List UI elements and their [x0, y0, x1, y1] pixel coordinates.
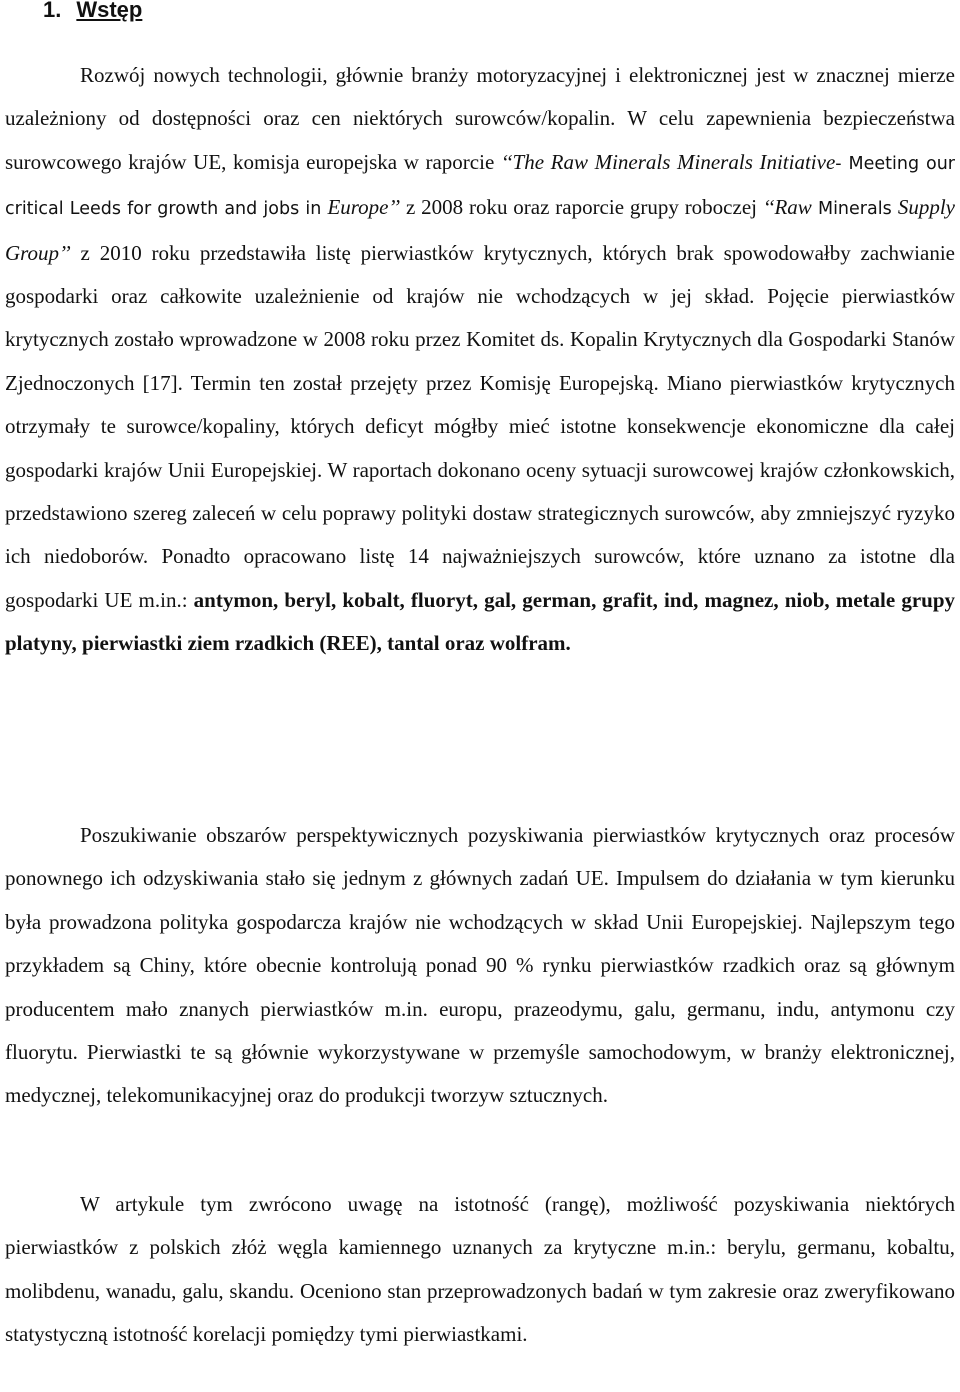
report-title-2-a: Raw — [774, 195, 812, 220]
quote-close-2: ’’ — [59, 240, 71, 265]
p1-text-5: z 2010 roku przedstawiła listę pierwiastków krytycznych, których brak spowodowałby zachwianie gospodarki oraz całkowite uzależnienie od krajów nie wchodzących w jej skład. Pojęcie pierwiastków krytycznych zostało wprowadzone w 2008 roku przez Komitet ds. Kopalin Krytycznych dla Gospodarki Stanów Zjednoczonych [17]. Termin ten został przejęty przez Komisję Europejską. Miano pierwiastków krytycznych otrzymały te surowce/kopaliny, których deficyt mógłby mieć istotne konsekwencje ekonomiczne dla całej gospodarki krajów Unii Europejskiej. W raportach dokonano oceny sytuacji surowcowej krajów członkowskich, przedstawiono szereg zaleceń w celu poprawy polityki dostaw strategicznych surowców, aby zmniejszyć ryzyko ich niedoborów. Ponadto opracowano listę 14 najważniejszych surowców, które uznano za istotne dla gospodarki UE m.in.: — [5, 240, 955, 612]
report-title-2-b: Supply Group — [5, 195, 955, 265]
quote-close-1: ’’ — [388, 195, 401, 220]
paragraph-2: Poszukiwanie obszarów perspektywicznych pozyskiwania pierwiastków krytycznych oraz procesów ponownego ich odzyskiwania stało się jednym z głównych zadań UE. Impulsem do działania w tym kierunku była prowadzona polityka gospodarcza krajów nie wchodzących w skład Unii Europejskiej. Najlepszym tego przykładem są Chiny, które obecnie kontrolują ponad 90 % rynku pierwiastków rzadkich oraz są głównym producentem mało znanych pierwiastków m.in. europu, prazeodymu, galu, germanu, indu, antymonu czy fluorytu. Pierwiastki te są głównie wykorzystywane w przemyśle samochodowym, w branży elektronicznej, medycznej, telekomunikacyjnej oraz do produkcji tworzyw sztucznych. — [5, 823, 955, 1108]
section-number: 1. — [43, 0, 62, 22]
paragraph-1 — [5, 54, 955, 666]
p1-text-1: Rozwój nowych technologii, głównie branży motoryzacyjnej i elektronicznej jest w znacznej mierze uzależniony od dostępności oraz cen niektórych surowców/kopalin. W celu zapewnienia bezpieczeństwa surowcowego krajów UE, komisja europejska w raporcie — [5, 63, 955, 174]
p1-text-2: - Meeting our critical Leeds for growth and jobs in — [5, 153, 955, 220]
section-heading — [43, 0, 142, 26]
p1-text-4: Minerals — [811, 199, 898, 220]
section-title: Wstęp — [76, 0, 143, 22]
report-title-1: The Raw Minerals Minerals Initiative — [512, 149, 836, 174]
critical-elements-list: antymon, beryl, kobalt, fluoryt, gal, german, grafit, ind, magnez, niob, metale grupy platyny, pierwiastki ziem rzadkich (REE), tantal oraz wolfram. — [5, 587, 955, 656]
report-title-1-end: Europe — [327, 195, 389, 220]
p1-text-3: z 2008 roku oraz raporcie grupy roboczej — [400, 195, 763, 220]
quote-open-2: ‘‘ — [762, 195, 775, 220]
paragraph-3: W artykule tym zwrócono uwagę na istotność (rangę), możliwość pozyskiwania niektórych pierwiastków z polskich złóż węgla kamiennego uznanych za krytyczne m.in.: berylu, germanu, kobaltu, molibdenu, wanadu, galu, skandu. Oceniono stan przeprowadzonych badań w tym zakresie oraz zweryfikowano statystyczną istotność korelacji pomiędzy tymi pierwiastkami. — [5, 1192, 955, 1347]
quote-open-1: ‘‘ — [500, 149, 513, 174]
